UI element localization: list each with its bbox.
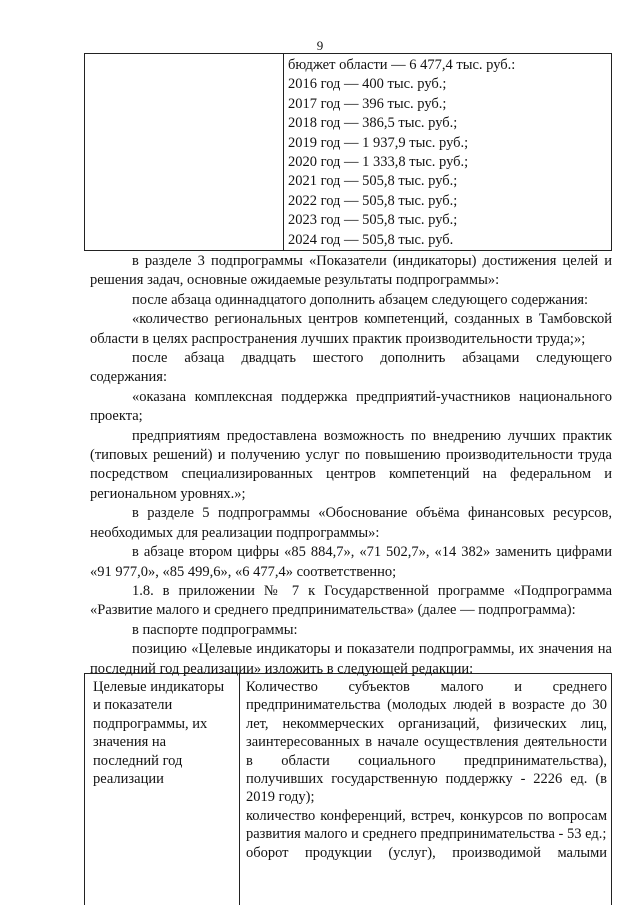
indicator-entry: количество конференций, встреч, конкурсов по вопросам развития малого и среднего предпринимательства - 53 ед.; — [246, 807, 607, 843]
paragraph: после абзаца двадцать шестого дополнить абзацами следующего содержания: — [90, 350, 612, 386]
paragraph: предприятиям предоставлена возможность по внедрению лучших практик (типовых решений) и получению услуг по повышению производительности труда посредством специализированных центров компетенций на федеральном и региональном уровнях.»; — [90, 427, 612, 502]
budget-line: 2023 год — 505,8 тыс. руб.; — [288, 212, 458, 229]
paragraph: в абзаце втором цифры «85 884,7», «71 502,7», «14 382» заменить цифрами «91 977,0», «85 499,6», «6 477,4» соответственно; — [90, 544, 612, 580]
budget-line: 2017 год — 396 тыс. руб.; — [288, 95, 447, 112]
budget-line: 2022 год — 505,8 тыс. руб.; — [288, 192, 458, 209]
indicators-values — [240, 674, 612, 905]
budget-line: 2024 год — 505,8 тыс. руб. — [288, 231, 454, 248]
paragraph: в паспорте подпрограммы: — [132, 621, 298, 638]
document-body — [90, 252, 612, 679]
indicators-table — [84, 673, 612, 905]
paragraph: в разделе 5 подпрограммы «Обоснование объёма финансовых ресурсов, необходимых для реализации подпрограммы»: — [90, 505, 612, 541]
budget-line: 2016 год — 400 тыс. руб.; — [288, 76, 447, 93]
budget-line: 2020 год — 1 333,8 тыс. руб.; — [288, 154, 469, 171]
budget-line: 2018 год — 386,5 тыс. руб.; — [288, 115, 458, 132]
indicators-label: Целевые индикаторы и показатели подпрограммы, их значения на последний год реализации — [85, 674, 240, 905]
budget-table — [84, 53, 612, 251]
budget-line: 2021 год — 505,8 тыс. руб.; — [288, 173, 458, 190]
paragraph: после абзаца одиннадцатого дополнить абзацем следующего содержания: — [132, 291, 589, 308]
indicator-entry: оборот продукции (услуг), производимой малыми — [246, 844, 607, 861]
budget-table-left-cell — [85, 54, 284, 251]
budget-table-right-cell — [284, 54, 612, 251]
paragraph: «количество региональных центров компетенций, созданных в Тамбовской области в целях распространения лучших практик производительности труда;»; — [90, 311, 612, 347]
budget-line: бюджет области — 6 477,4 тыс. руб.: — [288, 57, 516, 73]
paragraph: в разделе 3 подпрограммы «Показатели (индикаторы) достижения целей и решения задач, основные ожидаемые результаты подпрограммы»: — [90, 253, 612, 289]
paragraph: позицию «Целевые индикаторы и показатели подпрограммы, их значения на последний год реализации» изложить в следующей редакции: — [90, 641, 612, 677]
indicator-entry: Количество субъектов малого и среднего предпринимательства (молодых людей в возрасте до 30 лет, некоммерческих организаций, физических лиц, заинтересованных в начале осуществления деятельности в области социального предпринимательства), получивших государственную поддержку - 2226 ед. (в 2019 году); — [246, 679, 607, 806]
budget-line: 2019 год — 1 937,9 тыс. руб.; — [288, 134, 469, 151]
paragraph: «оказана комплексная поддержка предприятий-участников национального проекта; — [90, 388, 612, 425]
page-number: 9 — [316, 38, 324, 53]
paragraph: 1.8. в приложении № 7 к Государственной программе «Подпрограмма «Развитие малого и среднего предпринимательства» (далее — подпрограмма): — [90, 582, 612, 619]
